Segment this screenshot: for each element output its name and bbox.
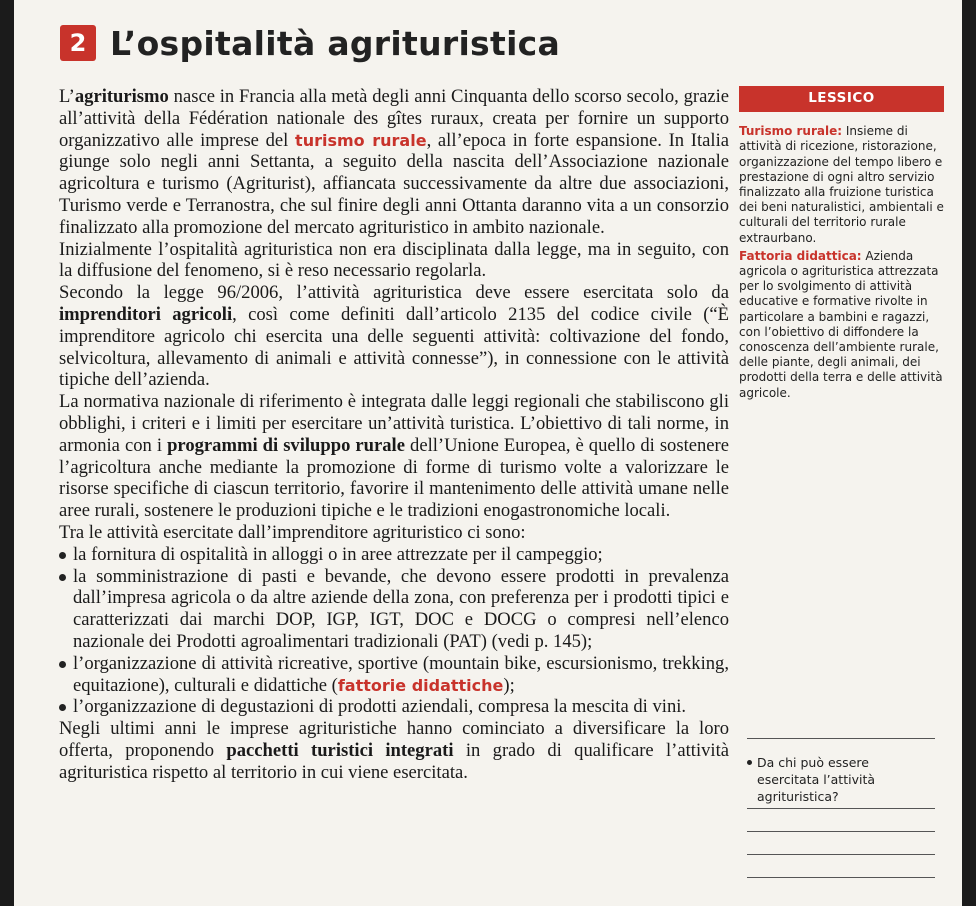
glossary-entry (739, 249, 944, 401)
glossary-definition: Azienda agricola o agrituristica attrezzata per lo svolgimento di attività educative e formative rivolte in particolare a bambini e ragazzi, con l’obiettivo di diffondere la conoscenza dell’ambiente rurale, delle piante, degli animali, dei prodotti della terra e delle attività agricole. (739, 248, 943, 400)
paragraph-packages (59, 718, 729, 783)
glossary-entry (739, 124, 944, 246)
bold-term-pacchetti-turistici: pacchetti turistici integrati (226, 739, 454, 761)
glossary-term-turismo-rurale: turismo rurale (295, 130, 427, 150)
text-span: dell’Unione Europea, è quello di sostenere l’agricoltura anche mediante la promozione di forme di turismo volte a valorizzare le risorse specifiche di ciascun territorio, favorire il mantenimento delle attività umane nelle aree rurali, sostenere le produzioni tipiche e le tradizioni enogastronomiche locali. (59, 434, 729, 522)
list-intro: Tra le attività esercitate dall’imprenditore agrituristico ci sono: (59, 521, 526, 543)
text-span: nasce in Francia alla metà degli anni Cinquanta dello scorso secolo, grazie all’attività della Fédération nationale des gîtes ruraux, creata per fornire un supporto organizzativo alle imprese del (59, 86, 729, 151)
paragraph-origins (59, 86, 729, 239)
question-text: Da chi può essere esercitata l’attività agrituristica? (747, 754, 935, 805)
answer-line (747, 738, 935, 739)
glossary-term: Turismo rurale: (739, 124, 843, 139)
text-span: , così come definiti dall’articolo 2135 del codice civile (“È imprenditore agricolo chi esercita una delle seguenti attività: coltivazione del fondo, selvicoltura, allevamento di animali e attività connesse”), in connessione con le attività tipiche dell’azienda. (59, 303, 729, 391)
list-item: la fornitura di ospitalità in alloggi o in aree attrezzate per il campeggio; (59, 544, 729, 566)
bold-term-agriturismo: agriturismo (74, 86, 169, 107)
text-span: Negli ultimi anni le imprese agrituristiche hanno cominciato a diversificare la loro offerta, proponendo (59, 718, 729, 761)
paragraph-law (59, 282, 729, 391)
glossary-term-fattorie-didattiche: fattorie didattiche (337, 675, 504, 695)
paragraph-regulation: Inizialmente l’ospitalità agrituristica non era disciplinata dalla legge, ma in seguito, con la diffusione del fenomeno, si è reso necessario regolarla. (59, 238, 729, 282)
textbook-page (14, 0, 962, 906)
text-span: La normativa nazionale di riferimento è integrata dalle leggi regionali che stabiliscono gli obblighi, i criteri e i limiti per esercitare un’attività turistica. L’obiettivo di tali norme, in armonia con i (59, 391, 729, 456)
glossary-sidebar (739, 86, 944, 404)
text-span: in grado di qualificare l’attività agrituristica rispetto al territorio in cui viene esercitata. (59, 739, 729, 783)
glossary-heading: LESSICO (739, 86, 944, 112)
page-title: L’ospitalità agrituristica (110, 23, 561, 63)
review-question (747, 738, 935, 878)
text-span: Secondo la legge 96/2006, l’attività agrituristica deve essere esercitata solo da (59, 282, 729, 304)
text-span: l’organizzazione di attività ricreative, sportive (mountain bike, escursionismo, trekking, equitazione), culturali e didattiche ( (73, 652, 729, 696)
chapter-number-badge: 2 (60, 25, 96, 61)
list-item (59, 653, 729, 697)
text-span: ); (503, 674, 515, 696)
glossary-term: Fattoria didattica: (739, 248, 862, 263)
section-header (60, 18, 560, 68)
paragraph-regional-laws (59, 391, 729, 522)
answer-line[interactable] (747, 877, 935, 878)
bold-term-imprenditori-agricoli: imprenditori agricoli (59, 303, 233, 325)
list-item: la somministrazione di pasti e bevande, che devono essere prodotti in prevalenza dall’impresa agricola o da altre aziende della zona, con preferenza per i prodotti tipici e caratterizzati dai marchi DOP, IGP, IGT, DOC e DOCG o compresi nell’elenco nazionale dei Prodotti agroalimentari tradizionali (PAT) (vedi p. 145); (59, 566, 729, 653)
text-span: L’ (59, 86, 75, 107)
text-span: , all’epoca in forte espansione. In Italia giunge solo negli anni Settanta, a seguito della nascita dell’Associazione nazionale agricoltura e turismo (Agriturist), affiancata successivamente da altre due associazioni, Turismo verde e Terranostra, che sul finire degli anni Ottanta daranno vita a un consorzio finalizzato alla promozione del mercato agrituristico in ambito nazionale. (59, 129, 729, 238)
activities-list (59, 544, 729, 718)
glossary-definition: Insieme di attività di ricezione, ristorazione, organizzazione del tempo libero e prestazione di ogni altro servizio finalizzato alla fruizione turistica dei beni naturalistici, ambientali e culturali del territorio rurale extraurbano. (739, 124, 944, 245)
list-item: l’organizzazione di degustazioni di prodotti aziendali, compresa la mescita di vini. (59, 696, 729, 718)
main-text-column (59, 86, 729, 784)
bold-term-programmi-sviluppo-rurale: programmi di sviluppo rurale (167, 434, 405, 456)
